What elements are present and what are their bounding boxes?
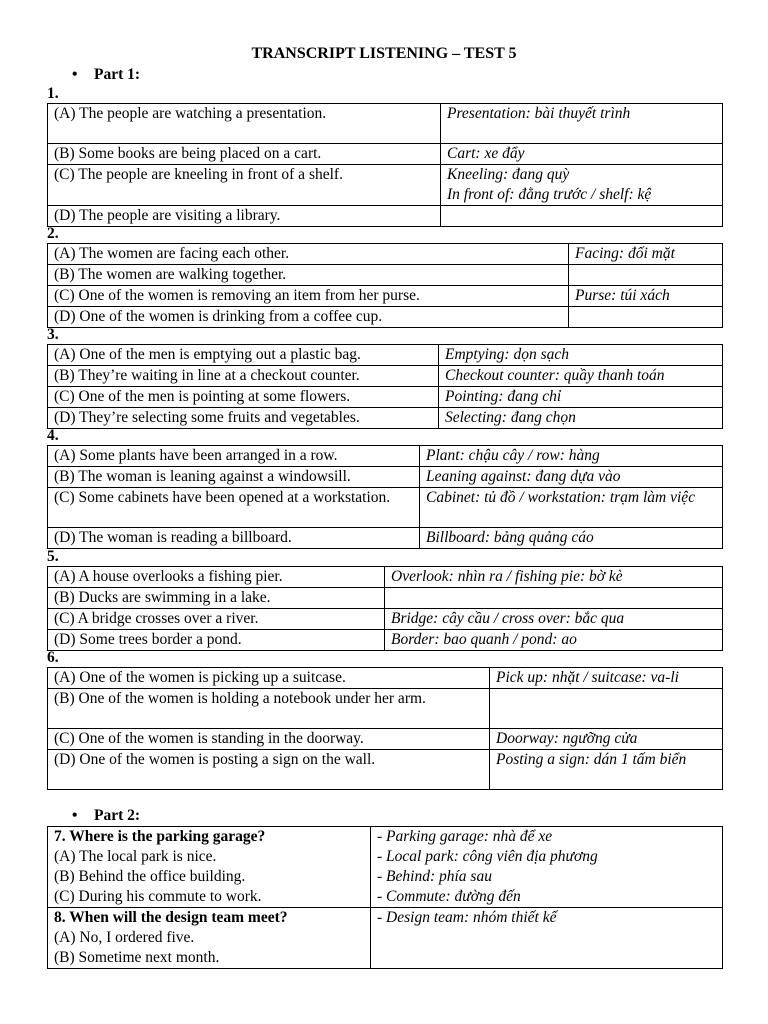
question-cell <box>48 827 371 908</box>
sentence-cell: (D) Some trees border a pond. <box>48 630 385 651</box>
table-row <box>48 446 723 467</box>
table-row <box>48 144 723 165</box>
table-row <box>48 165 723 206</box>
vocab-cell: Posting a sign: dán 1 tấm biển <box>490 750 723 790</box>
vocab-cell <box>385 588 723 609</box>
table-row <box>48 244 723 265</box>
sentence-cell: (A) The women are facing each other. <box>48 244 569 265</box>
question-number-5: 5. <box>47 548 59 565</box>
vocab-cell: Overlook: nhìn ra / fishing pie: bờ kè <box>385 567 723 588</box>
question-number-6: 6. <box>47 649 59 666</box>
question-2-table <box>47 243 723 328</box>
vocab-note: - Local park: công viên địa phương <box>377 848 598 865</box>
sentence-cell: (C) A bridge crosses over a river. <box>48 609 385 630</box>
table-row <box>48 689 723 729</box>
sentence-cell: (D) They’re selecting some fruits and vegetables. <box>48 408 439 429</box>
vocab-line: Kneeling: đang quỳ <box>447 166 570 183</box>
table-row <box>48 467 723 488</box>
vocab-note: - Behind: phía sau <box>377 868 492 885</box>
document-title: TRANSCRIPT LISTENING – TEST 5 <box>251 45 517 62</box>
vocab-cell: Billboard: bảng quảng cáo <box>420 528 723 549</box>
vocab-cell: Pointing: đang chỉ <box>439 387 723 408</box>
table-row <box>48 827 723 908</box>
vocab-cell <box>569 307 723 328</box>
sentence-cell: (A) The people are watching a presentation. <box>48 104 441 144</box>
vocab-note: - Design team: nhóm thiết kế <box>377 909 557 926</box>
table-row <box>48 488 723 528</box>
question-number-4: 4. <box>47 427 59 444</box>
question-6-table <box>47 667 723 790</box>
question-1-table <box>47 103 723 227</box>
question-number-2: 2. <box>47 225 59 242</box>
sentence-cell: (A) One of the women is picking up a suitcase. <box>48 668 490 689</box>
table-row <box>48 729 723 750</box>
sentence-cell: (C) One of the women is removing an item from her purse. <box>48 286 569 307</box>
sentence-cell: (D) The people are visiting a library. <box>48 206 441 227</box>
table-row <box>48 908 723 969</box>
sentence-cell: (B) They’re waiting in line at a checkout counter. <box>48 366 439 387</box>
table-row <box>48 609 723 630</box>
table-row <box>48 345 723 366</box>
sentence-cell: (B) Ducks are swimming in a lake. <box>48 588 385 609</box>
question-number-1: 1. <box>47 85 59 102</box>
answer-option: (A) The local park is nice. <box>54 848 217 865</box>
vocab-cell: Pick up: nhặt / suitcase: va-li <box>490 668 723 689</box>
table-row <box>48 366 723 387</box>
sentence-cell: (D) One of the women is posting a sign on the wall. <box>48 750 490 790</box>
answer-option: (B) Behind the office building. <box>54 868 246 885</box>
table-row <box>48 668 723 689</box>
part-1-label: Part 1: <box>94 66 141 83</box>
part-2-label: Part 2: <box>94 807 141 824</box>
notes-cell <box>371 827 723 908</box>
sentence-cell: (C) One of the women is standing in the doorway. <box>48 729 490 750</box>
vocab-cell <box>490 689 723 729</box>
vocab-cell: Bridge: cây cầu / cross over: bắc qua <box>385 609 723 630</box>
bullet: • <box>72 807 78 824</box>
sentence-cell: (C) One of the men is pointing at some flowers. <box>48 387 439 408</box>
vocab-cell: Purse: túi xách <box>569 286 723 307</box>
sentence-cell: (B) Some books are being placed on a cart. <box>48 144 441 165</box>
question-number-3: 3. <box>47 326 59 343</box>
sentence-cell: (B) The woman is leaning against a windowsill. <box>48 467 420 488</box>
vocab-line: In front of: đằng trước / shelf: kệ <box>447 186 652 203</box>
sentence-cell: (B) The women are walking together. <box>48 265 569 286</box>
vocab-cell: Cart: xe đẩy <box>441 144 723 165</box>
sentence-cell: (A) Some plants have been arranged in a row. <box>48 446 420 467</box>
table-row <box>48 265 723 286</box>
table-row <box>48 588 723 609</box>
vocab-cell: Facing: đối mặt <box>569 244 723 265</box>
question-4-table <box>47 445 723 549</box>
vocab-cell: Leaning against: đang dựa vào <box>420 467 723 488</box>
table-row <box>48 387 723 408</box>
sentence-cell: (C) The people are kneeling in front of a shelf. <box>48 165 441 206</box>
sentence-cell: (A) A house overlooks a fishing pier. <box>48 567 385 588</box>
sentence-cell: (D) The woman is reading a billboard. <box>48 528 420 549</box>
vocab-cell <box>441 165 723 206</box>
question-text: 7. Where is the parking garage? <box>54 828 266 845</box>
vocab-cell: Plant: chậu cây / row: hàng <box>420 446 723 467</box>
table-row <box>48 307 723 328</box>
question-5-table <box>47 566 723 651</box>
notes-cell <box>371 908 723 969</box>
table-row <box>48 567 723 588</box>
sentence-cell: (A) One of the men is emptying out a plastic bag. <box>48 345 439 366</box>
answer-option: (B) Sometime next month. <box>54 949 220 966</box>
question-text: 8. When will the design team meet? <box>54 909 288 926</box>
table-row <box>48 408 723 429</box>
table-row <box>48 630 723 651</box>
question-cell <box>48 908 371 969</box>
vocab-cell: Emptying: dọn sạch <box>439 345 723 366</box>
sentence-cell: (C) Some cabinets have been opened at a workstation. <box>48 488 420 528</box>
vocab-cell: Selecting: đang chọn <box>439 408 723 429</box>
vocab-cell: Doorway: ngưỡng cửa <box>490 729 723 750</box>
vocab-note: - Commute: đường đến <box>377 888 521 905</box>
vocab-cell: Cabinet: tủ đồ / workstation: trạm làm việc <box>420 488 723 528</box>
vocab-cell <box>569 265 723 286</box>
bullet: • <box>72 66 78 83</box>
question-3-table <box>47 344 723 429</box>
answer-option: (A) No, I ordered five. <box>54 929 195 946</box>
vocab-cell: Border: bao quanh / pond: ao <box>385 630 723 651</box>
vocab-cell: Presentation: bài thuyết trình <box>441 104 723 144</box>
table-row <box>48 104 723 144</box>
table-row <box>48 750 723 790</box>
sentence-cell: (D) One of the women is drinking from a coffee cup. <box>48 307 569 328</box>
vocab-cell <box>441 206 723 227</box>
vocab-note: - Parking garage: nhà để xe <box>377 828 553 845</box>
table-row <box>48 528 723 549</box>
table-row <box>48 286 723 307</box>
table-row <box>48 206 723 227</box>
part-2-table <box>47 826 723 969</box>
sentence-cell: (B) One of the women is holding a notebook under her arm. <box>48 689 490 729</box>
vocab-cell: Checkout counter: quầy thanh toán <box>439 366 723 387</box>
answer-option: (C) During his commute to work. <box>54 888 262 905</box>
